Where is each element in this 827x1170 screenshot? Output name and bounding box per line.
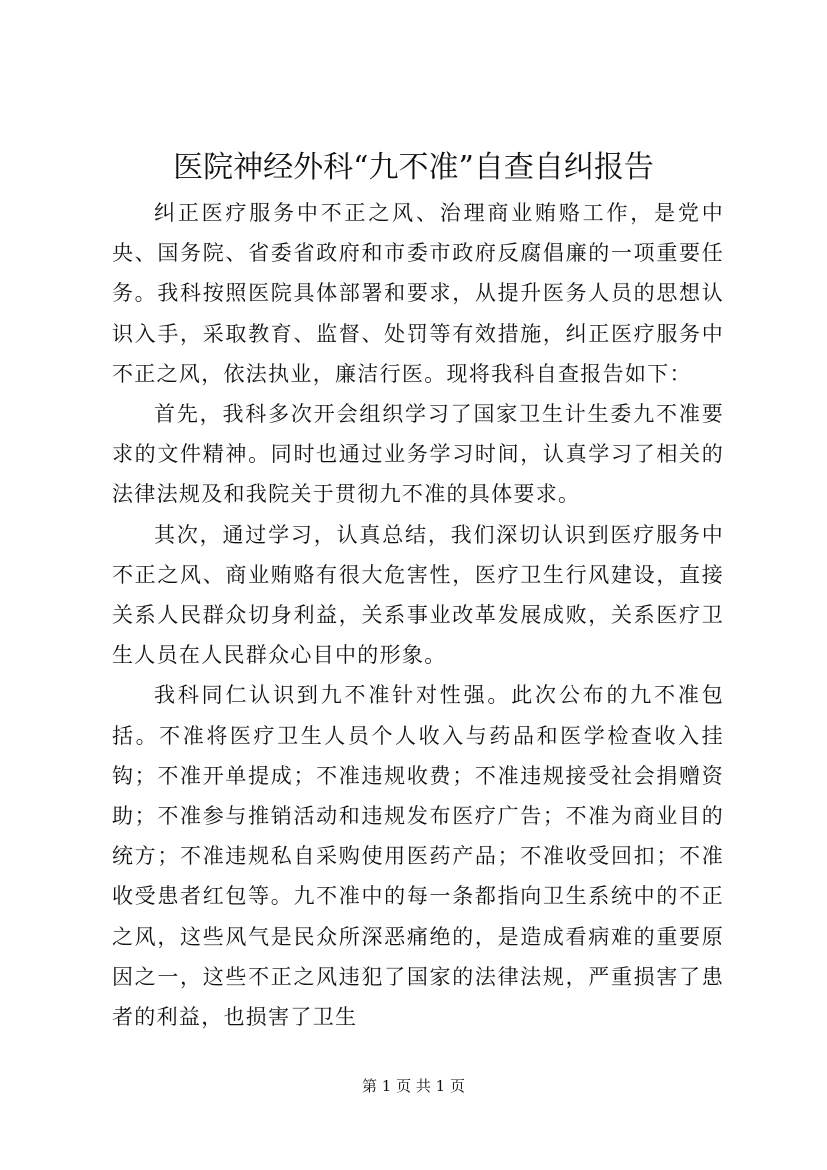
page-footer: 第 1 页 共 1 页 <box>362 1077 465 1095</box>
paragraph-3: 其次，通过学习，认真总结，我们深切认识到医疗服务中不正之风、商业贿赂有很大危害性，医疗卫生行风建设，直接关系人民群众切身利益，关系事业改革发展成败，关系医疗卫生人员在人民群众心目中的形象。 <box>112 522 724 668</box>
paragraph-2: 首先，我科多次开会组织学习了国家卫生计生委九不准要求的文件精神。同时也通过业务学习时间，认真学习了相关的法律法规及和我院关于贯彻九不准的具体要求。 <box>112 402 724 507</box>
document-body <box>112 193 724 1037</box>
paragraph-4: 我科同仁认识到九不准针对性强。此次公布的九不准包括。不准将医疗卫生人员个人收入与药品和医学检查收入挂钩；不准开单提成；不准违规收费；不准违规接受社会捐赠资助；不准参与推销活动和违规发布医疗广告；不准为商业目的统方；不准违规私自采购使用医药产品；不准收受回扣；不准收受患者红包等。九不准中的每一条都指向卫生系统中的不正之风，这些风气是民众所深恶痛绝的，是造成看病难的重要原因之一，这些不正之风违犯了国家的法律法规，严重损害了患者的利益，也损害了卫生 <box>112 683 724 1030</box>
document-title: 医院神经外科“九不准”自查自纠报告 <box>173 150 654 185</box>
paragraph-1: 纠正医疗服务中不正之风、治理商业贿赂工作，是党中央、国务院、省委省政府和市委市政府反腐倡廉的一项重要任务。我科按照医院具体部署和要求，从提升医务人员的思想认识入手，采取教育、监督、处罚等有效措施，纠正医疗服务中不正之风，依法执业，廉洁行医。现将我科自查报告如下： <box>112 201 724 386</box>
